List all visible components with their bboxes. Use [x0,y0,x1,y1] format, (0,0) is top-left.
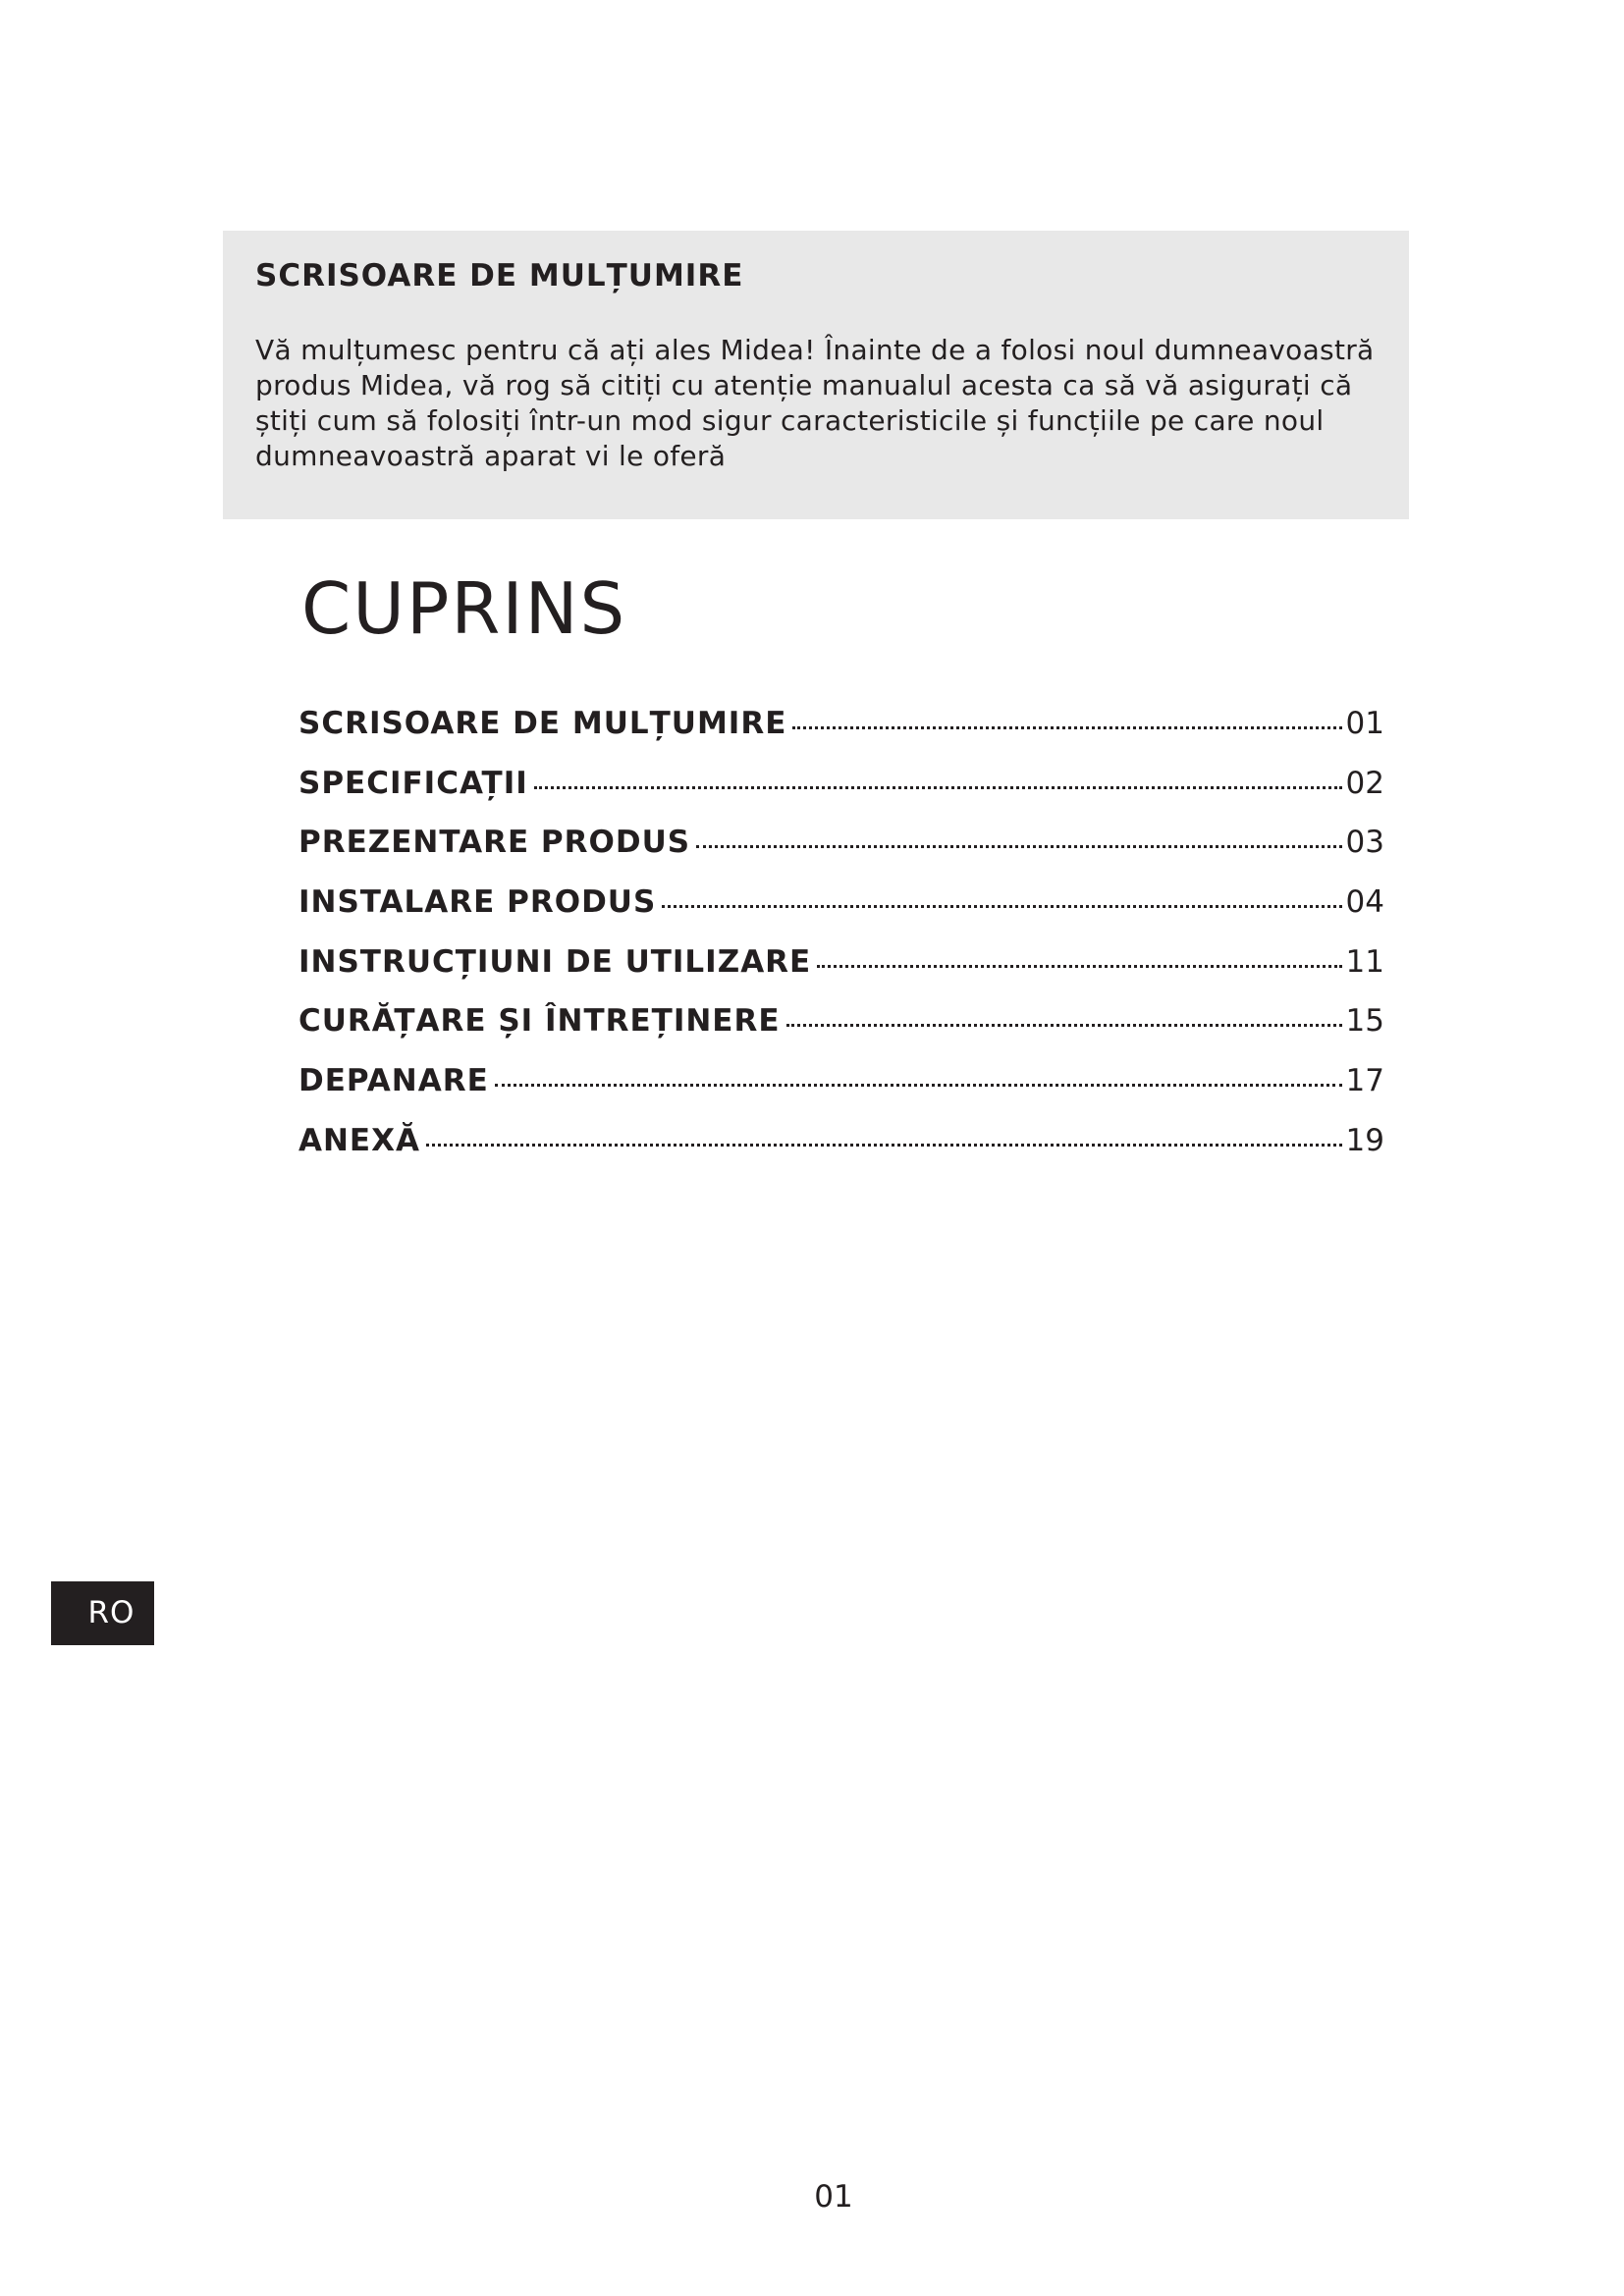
toc-dot-leader [662,905,1341,908]
toc-entry-page: 19 [1345,1122,1384,1158]
toc-entry-label: SPECIFICAȚII [298,765,528,801]
toc-entry-troubleshooting[interactable] [298,1057,1384,1117]
toc-entry-thank-you-letter[interactable] [298,700,1384,760]
thank-you-letter-box [223,231,1409,519]
toc-entry-page: 01 [1345,706,1384,741]
table-of-contents-heading: CUPRINS [301,567,627,650]
toc-dot-leader [792,726,1341,729]
toc-dot-leader [786,1024,1342,1027]
toc-dot-leader [696,845,1341,848]
toc-entry-label: DEPANARE [298,1063,489,1099]
thank-you-letter-title: SCRISOARE DE MULȚUMIRE [255,258,744,294]
toc-entry-specifications[interactable] [298,760,1384,820]
toc-dot-leader [426,1144,1342,1147]
language-badge: RO [51,1581,154,1645]
toc-dot-leader [534,786,1342,789]
toc-entry-label: INSTRUCȚIUNI DE UTILIZARE [298,943,812,980]
toc-entry-label: CURĂȚARE ȘI ÎNTREȚINERE [298,1003,781,1040]
page-number: 01 [814,2179,853,2215]
toc-entry-page: 02 [1345,765,1384,801]
toc-entry-page: 03 [1345,825,1384,861]
toc-entry-page: 11 [1345,943,1384,980]
toc-entry-product-overview[interactable] [298,819,1384,879]
toc-entry-product-installation[interactable] [298,879,1384,938]
toc-entry-cleaning-maintenance[interactable] [298,997,1384,1057]
toc-entry-page: 17 [1345,1063,1384,1099]
toc-entry-label: PREZENTARE PRODUS [298,825,691,861]
toc-dot-leader [495,1084,1342,1087]
toc-entry-annex[interactable] [298,1117,1384,1177]
table-of-contents [298,700,1384,1177]
toc-entry-label: SCRISOARE DE MULȚUMIRE [298,706,787,741]
toc-entry-usage-instructions[interactable] [298,938,1384,998]
toc-dot-leader [817,965,1341,968]
toc-entry-page: 04 [1345,884,1384,921]
thank-you-letter-text: Vă mulțumesc pentru că ați ales Midea! Înainte de a folosi noul dumneavoastră produs Midea, vă rog să citiți cu atenție manualul acesta ca să vă asigurați că știți cum să folosiți într-un mod sigur caracteristicile și funcțiile pe care noul dumneavoastră aparat vi le oferă [255,334,1375,472]
toc-entry-label: ANEXĂ [298,1122,421,1158]
toc-entry-label: INSTALARE PRODUS [298,884,657,921]
toc-entry-page: 15 [1345,1003,1384,1040]
